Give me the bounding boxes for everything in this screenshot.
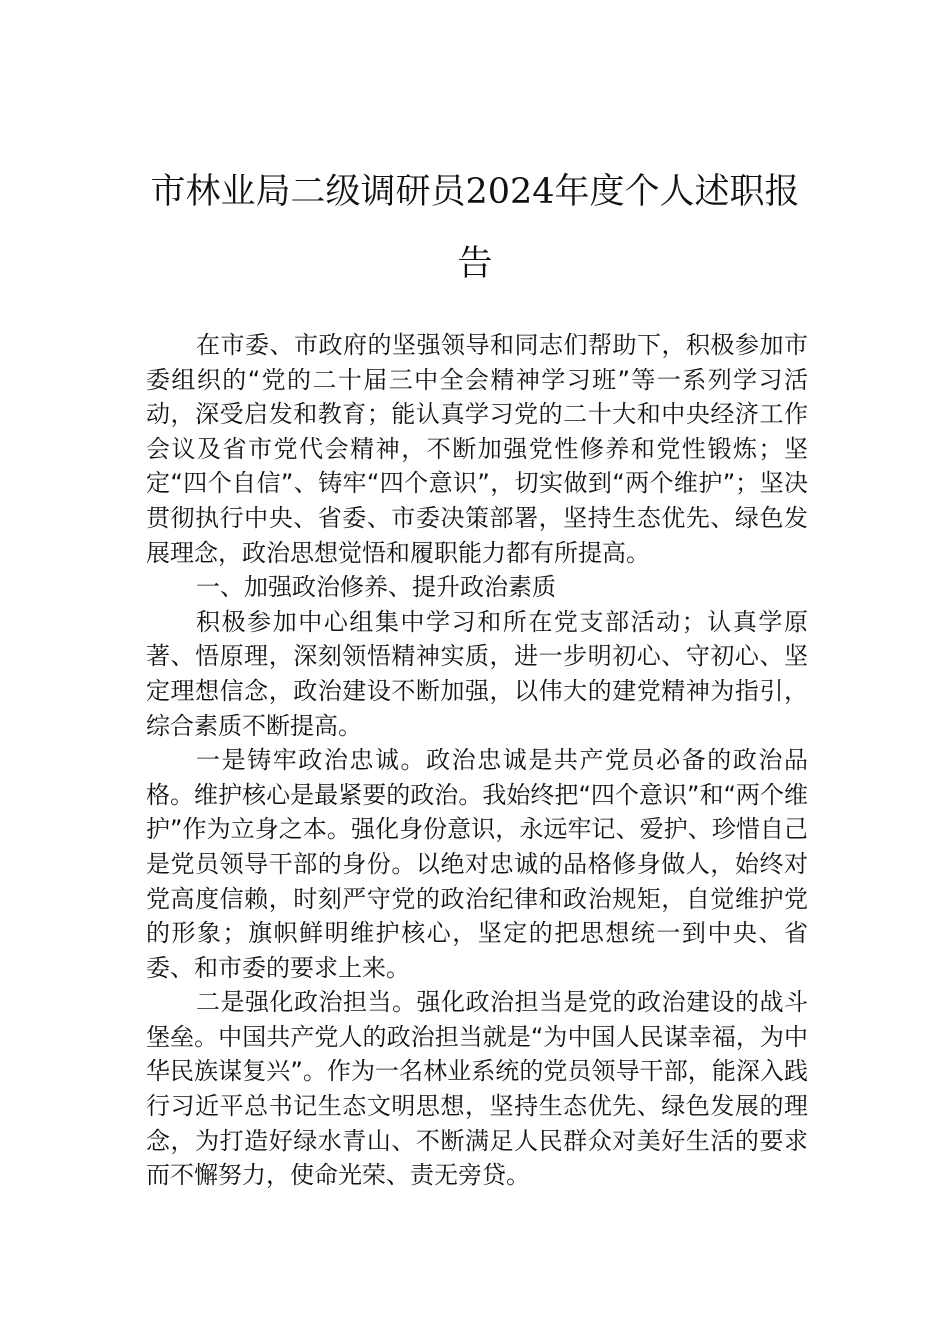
section-heading-1: 一、加强政治修养、提升政治素质 <box>196 573 556 602</box>
section-1-paragraph: 积极参加中心组集中学习和所在党支部活动；认真学原著、悟原理，深刻领悟精神实质，进一步明初心、守初心、坚定理想信念，政治建设不断加强，以伟大的建党精神为指引，综合素质不断提高。 <box>146 607 808 740</box>
document-title-line-2: 告 <box>457 244 493 284</box>
intro-paragraph: 在市委、市政府的坚强领导和同志们帮助下，积极参加市委组织的“党的二十届三中全会精神学习班”等一系列学习活动，深受启发和教育；能认真学习党的二十大和中央经济工作会议及省市党代会精神，不断加强党性修养和党性锻炼；坚定“四个自信”、铸牢“四个意识”，切实做到“两个维护”；坚决贯彻执行中央、省委、市委决策部署，坚持生态优先、绿色发展理念，政治思想觉悟和履职能力都有所提高。 <box>146 331 808 567</box>
document-body <box>146 328 808 1193</box>
document-title-line-1: 市林业局二级调研员2024年度个人述职报 <box>150 172 800 212</box>
political-responsibility-paragraph: 二是强化政治担当。强化政治担当是党的政治建设的战斗堡垒。中国共产党人的政治担当就是“为中国人民谋幸福，为中华民族谋复兴”。作为一名林业系统的党员领导干部，能深入践行习近平总书记生态文明思想，坚持生态优先、绿色发展的理念，为打造好绿水青山、不断满足人民群众对美好生活的要求而不懈努力，使命光荣、责无旁贷。 <box>146 988 808 1190</box>
political-loyalty-paragraph: 一是铸牢政治忠诚。政治忠诚是共产党员必备的政治品格。维护核心是最紧要的政治。我始终把“四个意识”和“两个维护”作为立身之本。强化身份意识，永远牢记、爱护、珍惜自己是党员领导干部的身份。以绝对忠诚的品格修身做人，始终对党高度信赖，时刻严守党的政治纪律和政治规矩，自觉维护党的形象；旗帜鲜明维护核心，坚定的把思想统一到中央、省委、和市委的要求上来。 <box>146 746 808 982</box>
